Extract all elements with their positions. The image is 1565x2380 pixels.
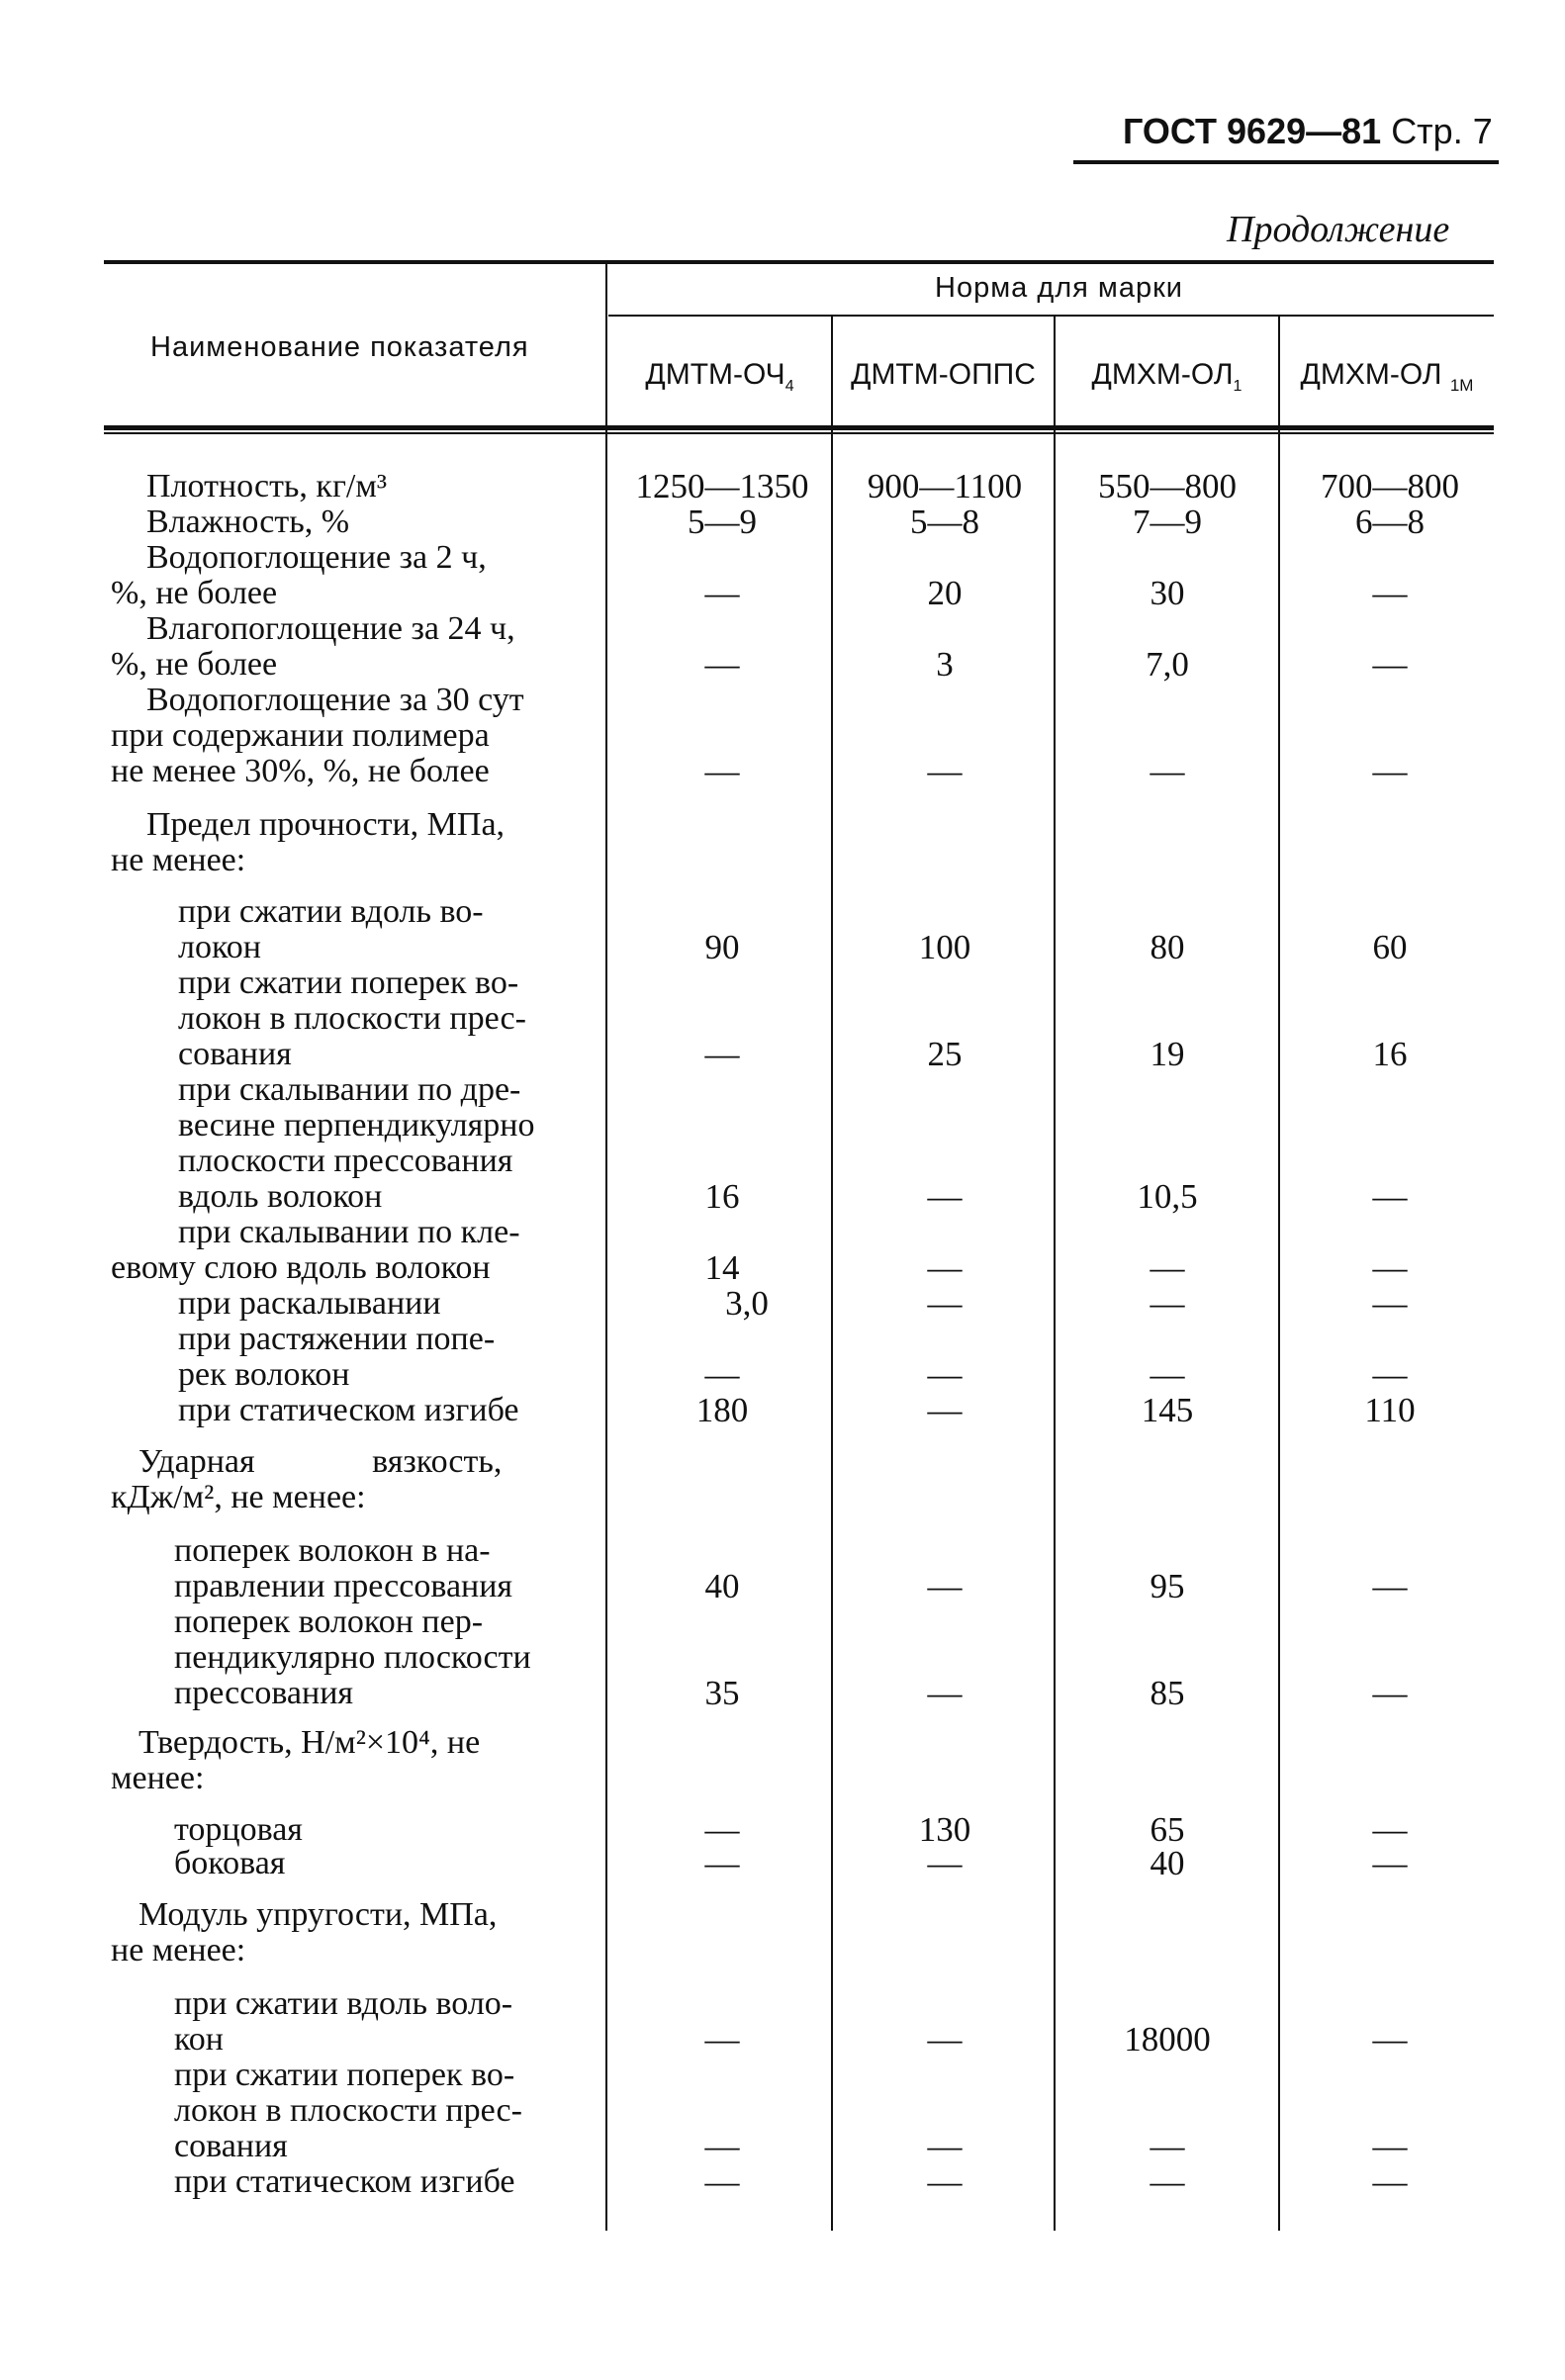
row-label-continuation: сования bbox=[178, 1036, 292, 1072]
cell-value: 85 bbox=[1150, 1674, 1185, 1712]
row-label-continuation: локон bbox=[178, 929, 261, 965]
cell-value: — bbox=[704, 1035, 740, 1073]
row-label: торцовая bbox=[174, 1811, 303, 1848]
cell-value: — bbox=[927, 752, 963, 790]
cell-value: — bbox=[1372, 645, 1408, 684]
cell-value: — bbox=[1372, 1674, 1408, 1712]
column-divider-1 bbox=[831, 317, 833, 2231]
row-label: при скалывании по дре- bbox=[178, 1071, 521, 1108]
row-label: Плотность, кг/м³ bbox=[146, 468, 388, 504]
column-divider-3 bbox=[1278, 317, 1280, 2231]
cell-value: 16 bbox=[1372, 1035, 1408, 1073]
row-label-continuation: правлении прессования bbox=[174, 1568, 513, 1604]
cell-value: 95 bbox=[1150, 1567, 1185, 1605]
cell-value: — bbox=[1372, 752, 1408, 790]
row-label: при раскалывании bbox=[178, 1285, 441, 1322]
row-label-continuation: не менее 30%, %, не более bbox=[111, 753, 490, 789]
cell-value: 25 bbox=[927, 1035, 963, 1073]
row-label: при скалывании по кле- bbox=[178, 1214, 520, 1250]
row-label: боковая bbox=[174, 1845, 286, 1881]
cell-value: — bbox=[1372, 1284, 1408, 1323]
section-label-continuation: кДж/м², не менее: bbox=[111, 1479, 366, 1515]
row-label-continuation: весине перпендикулярно bbox=[178, 1107, 535, 1144]
cell-value: — bbox=[1150, 2162, 1185, 2201]
cell-value: 14 bbox=[704, 1248, 740, 1287]
row-label: Влагопоглощение за 24 ч, bbox=[146, 610, 515, 647]
header-underline bbox=[1073, 160, 1499, 164]
row-label-continuation: %, не более bbox=[111, 646, 278, 683]
cell-value: — bbox=[1150, 2127, 1185, 2165]
column-header-dmtm-opps bbox=[833, 358, 1054, 392]
cell-value: — bbox=[704, 2020, 740, 2059]
continuation-label: Продолжение bbox=[1227, 209, 1450, 250]
cell-value: — bbox=[704, 1844, 740, 1882]
row-label bbox=[146, 540, 582, 576]
row-label-continuation: евому слою вдоль волокон bbox=[111, 1249, 491, 1286]
row-label-continuation: рек волокон bbox=[178, 1356, 350, 1393]
row-label-continuation: кон bbox=[174, 2021, 224, 2058]
column-header-base: ДМХМ-ОЛ bbox=[1091, 358, 1234, 391]
row-label: при сжатии вдоль во- bbox=[178, 893, 484, 930]
row-label: при статическом изгибе bbox=[178, 1392, 519, 1428]
cell-value: 60 bbox=[1372, 928, 1408, 966]
section-label-continuation: не менее: bbox=[111, 1932, 246, 1968]
row-label: Водопоглощение за 30 сут bbox=[146, 682, 524, 718]
row-label-continuation: плоскости прессования bbox=[178, 1143, 513, 1179]
cell-value: — bbox=[1372, 2127, 1408, 2165]
cell-value: — bbox=[1372, 574, 1408, 612]
cell-value: 130 bbox=[918, 1810, 971, 1849]
cell-value: 18000 bbox=[1124, 2020, 1211, 2059]
row-label-continuation: сования bbox=[174, 2128, 288, 2164]
table-header-rule bbox=[104, 425, 1494, 430]
cell-value: 19 bbox=[1150, 1035, 1185, 1073]
cell-value: 3 bbox=[936, 645, 954, 684]
cell-value: — bbox=[1372, 1248, 1408, 1287]
table-header-rule-2 bbox=[104, 432, 1494, 434]
column-header-subscript: 1М bbox=[1449, 376, 1474, 395]
cell-value: 100 bbox=[918, 928, 971, 966]
cell-value: — bbox=[1150, 1284, 1185, 1323]
section-label: Твердость, Н/м²×10⁴, не bbox=[138, 1724, 481, 1761]
column-header-subscript: 1 bbox=[1233, 378, 1243, 395]
column-divider-2 bbox=[1054, 317, 1056, 2231]
column-header-dmhm-ol1m bbox=[1280, 358, 1494, 396]
cell-value: 550—800 bbox=[1098, 467, 1237, 505]
table-top-rule bbox=[104, 260, 1494, 264]
cell-value: — bbox=[704, 752, 740, 790]
cell-value: — bbox=[927, 1177, 963, 1216]
cell-value: — bbox=[1372, 1567, 1408, 1605]
cell-value: 110 bbox=[1364, 1391, 1416, 1429]
cell-value: 35 bbox=[704, 1674, 740, 1712]
cell-value: 80 bbox=[1150, 928, 1185, 966]
cell-value: 40 bbox=[704, 1567, 740, 1605]
column-header-dmtm-och4 bbox=[608, 358, 831, 396]
cell-value: — bbox=[927, 1567, 963, 1605]
cell-value: 65 bbox=[1150, 1810, 1185, 1849]
cell-value: — bbox=[704, 2162, 740, 2201]
cell-value: 16 bbox=[704, 1177, 740, 1216]
cell-value: 3,0 bbox=[725, 1284, 769, 1323]
row-label-continuation: при содержании полимера bbox=[111, 717, 490, 754]
row-label: поперек волокон пер- bbox=[174, 1603, 484, 1640]
cell-value: — bbox=[1372, 1177, 1408, 1216]
row-label-continuation: вдоль волокон bbox=[178, 1178, 383, 1215]
cell-value: — bbox=[927, 2162, 963, 2201]
cell-value: 5—8 bbox=[910, 503, 979, 541]
document-header bbox=[1123, 111, 1493, 152]
cell-value: 180 bbox=[695, 1391, 749, 1429]
cell-value: 900—1100 bbox=[867, 467, 1023, 505]
cell-value: — bbox=[704, 2127, 740, 2165]
cell-value: — bbox=[927, 1355, 963, 1394]
cell-value: 7,0 bbox=[1146, 645, 1189, 684]
cell-value: — bbox=[1372, 1810, 1408, 1849]
section-label-continuation: не менее: bbox=[111, 842, 246, 878]
cell-value: — bbox=[927, 2020, 963, 2059]
cell-value: — bbox=[927, 1844, 963, 1882]
cell-value: — bbox=[927, 1674, 963, 1712]
cell-value: — bbox=[1150, 1355, 1185, 1394]
cell-value: — bbox=[704, 1810, 740, 1849]
column-header-base: ДМТМ-ОППС bbox=[851, 358, 1036, 391]
row-label: при статическом изгибе bbox=[174, 2163, 515, 2200]
cell-value: 700—800 bbox=[1321, 467, 1459, 505]
row-label-line: Водопоглощение за 2 ч, bbox=[146, 539, 487, 576]
document-code: ГОСТ 9629—81 bbox=[1123, 111, 1382, 151]
column-divider-names bbox=[605, 262, 607, 2231]
cell-value: 10,5 bbox=[1137, 1177, 1198, 1216]
cell-value: — bbox=[1372, 1355, 1408, 1394]
row-label: Влажность, % bbox=[146, 503, 350, 540]
column-header-subscript: 4 bbox=[784, 378, 794, 395]
cell-value: — bbox=[1150, 1248, 1185, 1287]
row-label-continuation: локон в плоскости прес- bbox=[174, 2092, 522, 2129]
cell-value: — bbox=[1372, 2162, 1408, 2201]
name-column-header: Наименование показателя bbox=[150, 331, 529, 363]
row-label: при сжатии поперек во- bbox=[178, 964, 519, 1001]
section-label: Предел прочности, МПа, bbox=[146, 806, 506, 843]
cell-value: 40 bbox=[1150, 1844, 1185, 1882]
section-label: Ударная вязкость, bbox=[138, 1443, 503, 1480]
cell-value: 20 bbox=[927, 574, 963, 612]
cell-value: 145 bbox=[1141, 1391, 1194, 1429]
cell-value: — bbox=[704, 1355, 740, 1394]
cell-value: — bbox=[927, 1391, 963, 1429]
column-header-base: ДМТМ-ОЧ bbox=[645, 358, 785, 391]
cell-value: — bbox=[927, 2127, 963, 2165]
column-header-base: ДМХМ-ОЛ bbox=[1300, 358, 1450, 391]
row-label: при растяжении попе- bbox=[178, 1321, 496, 1357]
cell-value: 90 bbox=[704, 928, 740, 966]
row-label: поперек волокон в на- bbox=[174, 1532, 491, 1569]
row-label-continuation: прессования bbox=[174, 1675, 354, 1711]
row-label: при сжатии вдоль воло- bbox=[174, 1985, 513, 2022]
cell-value: — bbox=[704, 645, 740, 684]
column-header-dmhm-ol1 bbox=[1056, 358, 1278, 396]
cell-value: 6—8 bbox=[1355, 503, 1425, 541]
cell-value: — bbox=[927, 1284, 963, 1323]
cell-value: — bbox=[1372, 1844, 1408, 1882]
cell-value: 30 bbox=[1150, 574, 1185, 612]
cell-value: — bbox=[1372, 2020, 1408, 2059]
cell-value: — bbox=[1150, 752, 1185, 790]
cell-value: 7—9 bbox=[1133, 503, 1202, 541]
norm-column-header: Норма для марки bbox=[935, 272, 1184, 304]
cell-value: — bbox=[927, 1248, 963, 1287]
section-label: Модуль упругости, МПа, bbox=[138, 1896, 498, 1933]
row-label-continuation: %, не более bbox=[111, 575, 278, 611]
page-number: Стр. 7 bbox=[1391, 111, 1493, 151]
row-label-continuation: пендикулярно плоскости bbox=[174, 1639, 531, 1676]
cell-value: — bbox=[704, 574, 740, 612]
row-label: при сжатии поперек во- bbox=[174, 2057, 515, 2093]
section-label-continuation: менее: bbox=[111, 1760, 205, 1796]
norm-subheader-rule bbox=[608, 315, 1494, 317]
cell-value: 1250—1350 bbox=[635, 467, 809, 505]
cell-value: 5—9 bbox=[688, 503, 757, 541]
row-label-continuation: локон в плоскости прес- bbox=[178, 1000, 526, 1037]
